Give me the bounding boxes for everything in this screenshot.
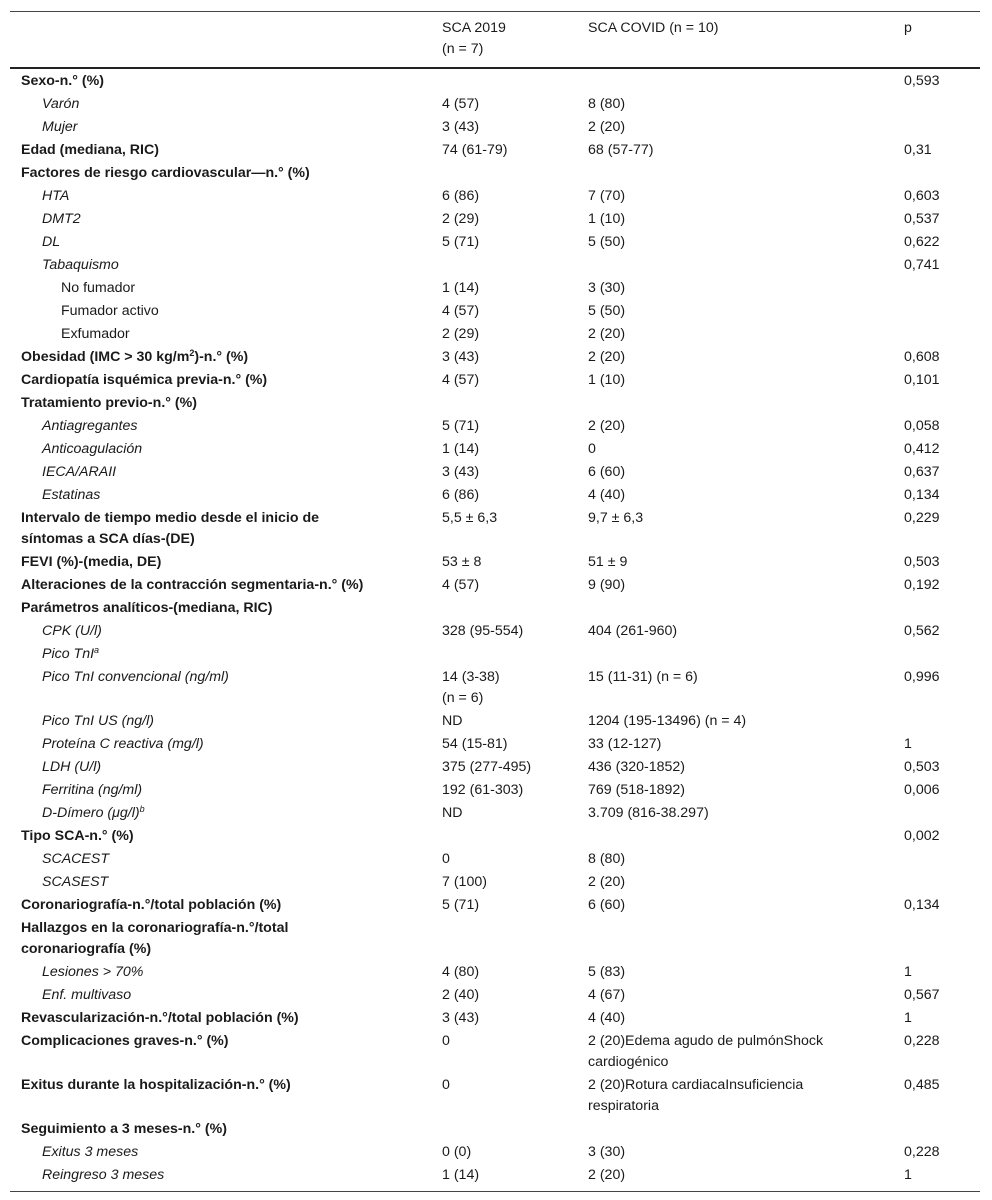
cell-p: 0,537 [904,211,940,227]
cell-covid: 15 (11-31) (n = 6) [588,669,698,685]
cell-p: 0,622 [904,234,940,250]
row-label: Exitus durante la hospitalización-n.° (%) [21,1077,291,1093]
table-row [10,643,980,666]
table-row [10,1074,980,1118]
cell-covid: 7 (70) [588,188,626,204]
table-row [10,1164,980,1192]
cell-sca2019: 4 (57) [442,96,480,112]
table-row [10,277,980,300]
table-row [10,231,980,254]
row-label: Pico TnI US (ng/l) [42,713,154,729]
table-row [10,415,980,438]
table-header-row [10,12,980,69]
cell-covid: 2 (20) [588,119,626,135]
cell-sca2019: 192 (61-303) [442,782,524,798]
table-row [10,68,980,93]
row-label: Cardiopatía isquémica previa-n.° (%) [21,372,268,388]
cell-covid: 4 (67) [588,987,626,1003]
cell-p [894,300,980,323]
row-label: Tratamiento previo-n.° (%) [21,395,197,411]
cell-sca2019 [442,917,588,961]
cell-p: 0,228 [904,1144,940,1160]
cell-sca2019: 74 (61-79) [442,142,508,158]
row-label: FEVI (%)-(media, DE) [21,554,162,570]
cell-covid: 404 (261-960) [588,623,678,639]
cell-sca2019: ND [442,805,463,821]
table-row [10,551,980,574]
table-row [10,254,980,277]
cell-p: 0,741 [904,257,940,273]
table-row [10,848,980,871]
row-label: DL [42,234,61,250]
cell-covid: 3 (30) [588,1144,626,1160]
cell-p [894,93,980,116]
row-label: Intervalo de tiempo medio desde el inicio de síntomas a SCA días-(DE) [21,510,320,547]
cell-sca2019: 2 (29) [442,211,480,227]
header-p-value: p [904,20,912,36]
cell-p [894,643,980,666]
cell-p: 1 [904,736,912,752]
row-label: No fumador [61,280,136,296]
cell-p: 1 [904,1167,912,1183]
table-row [10,461,980,484]
cell-covid [588,597,894,620]
cell-sca2019: 14 (3-38) (n = 6) [442,669,500,706]
cell-covid: 5 (50) [588,234,626,250]
cell-p: 0,608 [904,349,940,365]
table-row [10,894,980,917]
cell-sca2019: 4 (57) [442,303,480,319]
cell-p: 0,134 [904,897,940,913]
cell-sca2019: 0 (0) [442,1144,472,1160]
cell-p [894,323,980,346]
cell-covid: 2 (20)Rotura cardiacaInsuficiencia respiratoria [588,1077,804,1114]
cell-p: 0,996 [904,669,940,685]
cell-p: 0,412 [904,441,940,457]
row-label: Sexo-n.° (%) [21,73,104,89]
cell-p: 0,31 [904,142,932,158]
cell-covid: 33 (12-127) [588,736,662,752]
table-row [10,733,980,756]
cell-covid [588,1118,894,1141]
table-row [10,139,980,162]
table-row [10,825,980,848]
cell-sca2019: 6 (86) [442,188,480,204]
cell-sca2019: 4 (80) [442,964,480,980]
row-label: D-Dímero $(\mu g/l)^b$ [42,804,145,821]
cell-p: 0,229 [904,510,940,526]
table-row [10,392,980,415]
row-label: Parámetros analíticos-(mediana, RIC) [21,600,273,616]
cell-covid: 3.709 (816-38.297) [588,805,709,821]
cell-sca2019: 1 (14) [442,280,480,296]
cell-covid [588,162,894,185]
cell-sca2019 [442,162,588,185]
cell-covid [588,392,894,415]
cell-sca2019 [442,1118,588,1141]
cell-sca2019: 3 (43) [442,1010,480,1026]
table-row [10,666,980,710]
cell-covid: 2 (20) [588,326,626,342]
header-sca-2019: SCA 2019 (n = 7) [442,20,506,57]
cell-covid: 2 (20) [588,874,626,890]
cell-p: 1 [904,964,912,980]
row-label: Alteraciones de la contracción segmentaria-n.° (%) [21,577,364,593]
table-row [10,438,980,461]
cell-sca2019: 1 (14) [442,1167,480,1183]
cell-covid: 0 [588,441,596,457]
cell-covid [588,825,894,848]
table-row [10,300,980,323]
cell-p: 0,002 [904,828,940,844]
row-label: Antiagregantes [42,418,138,434]
row-label: Hallazgos en la coronariografía-n.°/total coronariografía (%) [21,920,289,957]
table-row [10,961,980,984]
row-label: IECA/ARAII [42,464,117,480]
row-label: Coronariografía-n.°/total población (%) [21,897,282,913]
table-row [10,185,980,208]
cell-covid: 6 (60) [588,464,626,480]
cell-p: 0,567 [904,987,940,1003]
cell-covid: 1204 (195-13496) (n = 4) [588,713,747,729]
row-label: Estatinas [42,487,101,503]
table-row [10,1030,980,1074]
header-sca-covid: SCA COVID (n = 10) [588,20,719,36]
data-table [10,11,980,1192]
cell-sca2019: 2 (29) [442,326,480,342]
cell-p [894,917,980,961]
row-label: SCASEST [42,874,109,890]
cell-covid: 6 (60) [588,897,626,913]
cell-p: 0,562 [904,623,940,639]
cell-p: 0,637 [904,464,940,480]
cell-sca2019 [442,68,588,93]
row-label: Tabaquismo [42,257,119,273]
cell-p: 0,228 [904,1033,940,1049]
row-label: Reingreso 3 meses [42,1167,165,1183]
row-label: Enf. multivaso [42,987,132,1003]
cell-p: 0,503 [904,554,940,570]
row-label: SCACEST [42,851,110,867]
row-label: Ferritina (ng/ml) [42,782,143,798]
cell-p: 0,058 [904,418,940,434]
cell-sca2019 [442,597,588,620]
table-row [10,162,980,185]
table-row [10,917,980,961]
cell-sca2019: 3 (43) [442,464,480,480]
cell-covid: 3 (30) [588,280,626,296]
table-row [10,346,980,369]
cell-sca2019: 328 (95-554) [442,623,524,639]
cell-p [894,848,980,871]
row-label: Exfumador [61,326,130,342]
table-row [10,369,980,392]
table-row [10,574,980,597]
cell-p [894,710,980,733]
row-label: Mujer [42,119,78,135]
cell-covid: 2 (20) [588,418,626,434]
cell-covid: 4 (40) [588,487,626,503]
cell-sca2019: 2 (40) [442,987,480,1003]
cell-p [894,162,980,185]
cell-sca2019: 7 (100) [442,874,487,890]
cell-sca2019 [442,825,588,848]
table-row [10,208,980,231]
row-label: Fumador activo [61,303,159,319]
cell-sca2019: 375 (277-495) [442,759,532,775]
table-row [10,779,980,802]
cell-p: 0,603 [904,188,940,204]
table-container [10,11,980,1192]
cell-p: 0,192 [904,577,940,593]
table-row [10,802,980,825]
cell-p [894,871,980,894]
cell-covid: 769 (518-1892) [588,782,686,798]
table-row [10,323,980,346]
table-row [10,756,980,779]
cell-sca2019: 6 (86) [442,487,480,503]
cell-covid: 5 (83) [588,964,626,980]
cell-p [894,1118,980,1141]
cell-p: 0,006 [904,782,940,798]
table-row [10,1141,980,1164]
table-row [10,1118,980,1141]
cell-covid: 436 (320-1852) [588,759,686,775]
row-label: Tipo SCA-n.° (%) [21,828,134,844]
table-row [10,93,980,116]
cell-sca2019 [442,392,588,415]
row-label: DMT2 [42,211,81,227]
cell-p: 1 [904,1010,912,1026]
cell-covid [588,68,894,93]
table-row [10,597,980,620]
row-label: Obesidad (IMC > 30 $kg/m^2)-n.^\circ$ (%) [21,348,249,365]
cell-covid: 1 (10) [588,372,626,388]
row-label: Edad (mediana, RIC) [21,142,159,158]
cell-sca2019: 5 (71) [442,234,480,250]
cell-covid [588,254,894,277]
cell-covid [588,917,894,961]
cell-sca2019: 1 (14) [442,441,480,457]
row-label: CPK (U/l) [42,623,102,639]
cell-covid: 2 (20) [588,1167,626,1183]
cell-sca2019: 4 (57) [442,577,480,593]
row-label: Pico TnI$^a$ [42,645,100,662]
cell-sca2019 [442,643,588,666]
cell-covid: 8 (80) [588,96,626,112]
cell-covid: 5 (50) [588,303,626,319]
cell-covid: 2 (20) [588,349,626,365]
table-row [10,710,980,733]
cell-sca2019: 0 [442,1033,450,1049]
cell-sca2019: 3 (43) [442,119,480,135]
cell-sca2019: 53 ± 8 [442,554,482,570]
row-label: LDH (U/l) [42,759,102,775]
cell-sca2019: 5,5 ± 6,3 [442,510,498,526]
cell-sca2019: 3 (43) [442,349,480,365]
table-row [10,116,980,139]
cell-sca2019: 4 (57) [442,372,480,388]
row-label: Revascularización-n.°/total población (%) [21,1010,299,1026]
cell-covid: 9,7 ± 6,3 [588,510,644,526]
row-label: HTA [42,188,70,204]
row-label: Seguimiento a 3 meses-n.° (%) [21,1121,227,1137]
cell-p: 0,485 [904,1077,940,1093]
table-row [10,620,980,643]
cell-p [894,277,980,300]
cell-covid [588,643,894,666]
row-label: Varón [42,96,80,112]
cell-p: 0,503 [904,759,940,775]
row-label: Lesiones > 70% [42,964,144,980]
cell-covid: 4 (40) [588,1010,626,1026]
table-row [10,871,980,894]
row-label: Factores de riesgo cardiovascular—n.° (%) [21,165,310,181]
row-label: Complicaciones graves-n.° (%) [21,1033,229,1049]
cell-sca2019: 0 [442,851,450,867]
cell-p [894,392,980,415]
header-blank [10,12,442,69]
cell-p [894,802,980,825]
cell-sca2019: 54 (15-81) [442,736,508,752]
cell-sca2019 [442,254,588,277]
row-label: Proteína C reactiva (mg/l) [42,736,204,752]
cell-p [894,116,980,139]
cell-covid: 51 ± 9 [588,554,628,570]
cell-p: 0,101 [904,372,940,388]
table-row [10,1007,980,1030]
cell-p: 0,134 [904,487,940,503]
row-label: Pico TnI convencional (ng/ml) [42,669,229,685]
table-row [10,484,980,507]
cell-sca2019: 5 (71) [442,897,480,913]
cell-sca2019: 5 (71) [442,418,480,434]
cell-p: 0,593 [904,73,940,89]
cell-sca2019: 0 [442,1077,450,1093]
cell-p [894,597,980,620]
cell-covid: 2 (20)Edema agudo de pulmónShock cardiogénico [588,1033,824,1070]
cell-covid: 8 (80) [588,851,626,867]
cell-covid: 68 (57-77) [588,142,654,158]
table-row [10,984,980,1007]
cell-covid: 1 (10) [588,211,626,227]
row-label: Exitus 3 meses [42,1144,139,1160]
row-label: Anticoagulación [42,441,143,457]
table-row [10,507,980,551]
cell-sca2019: ND [442,713,463,729]
cell-covid: 9 (90) [588,577,626,593]
